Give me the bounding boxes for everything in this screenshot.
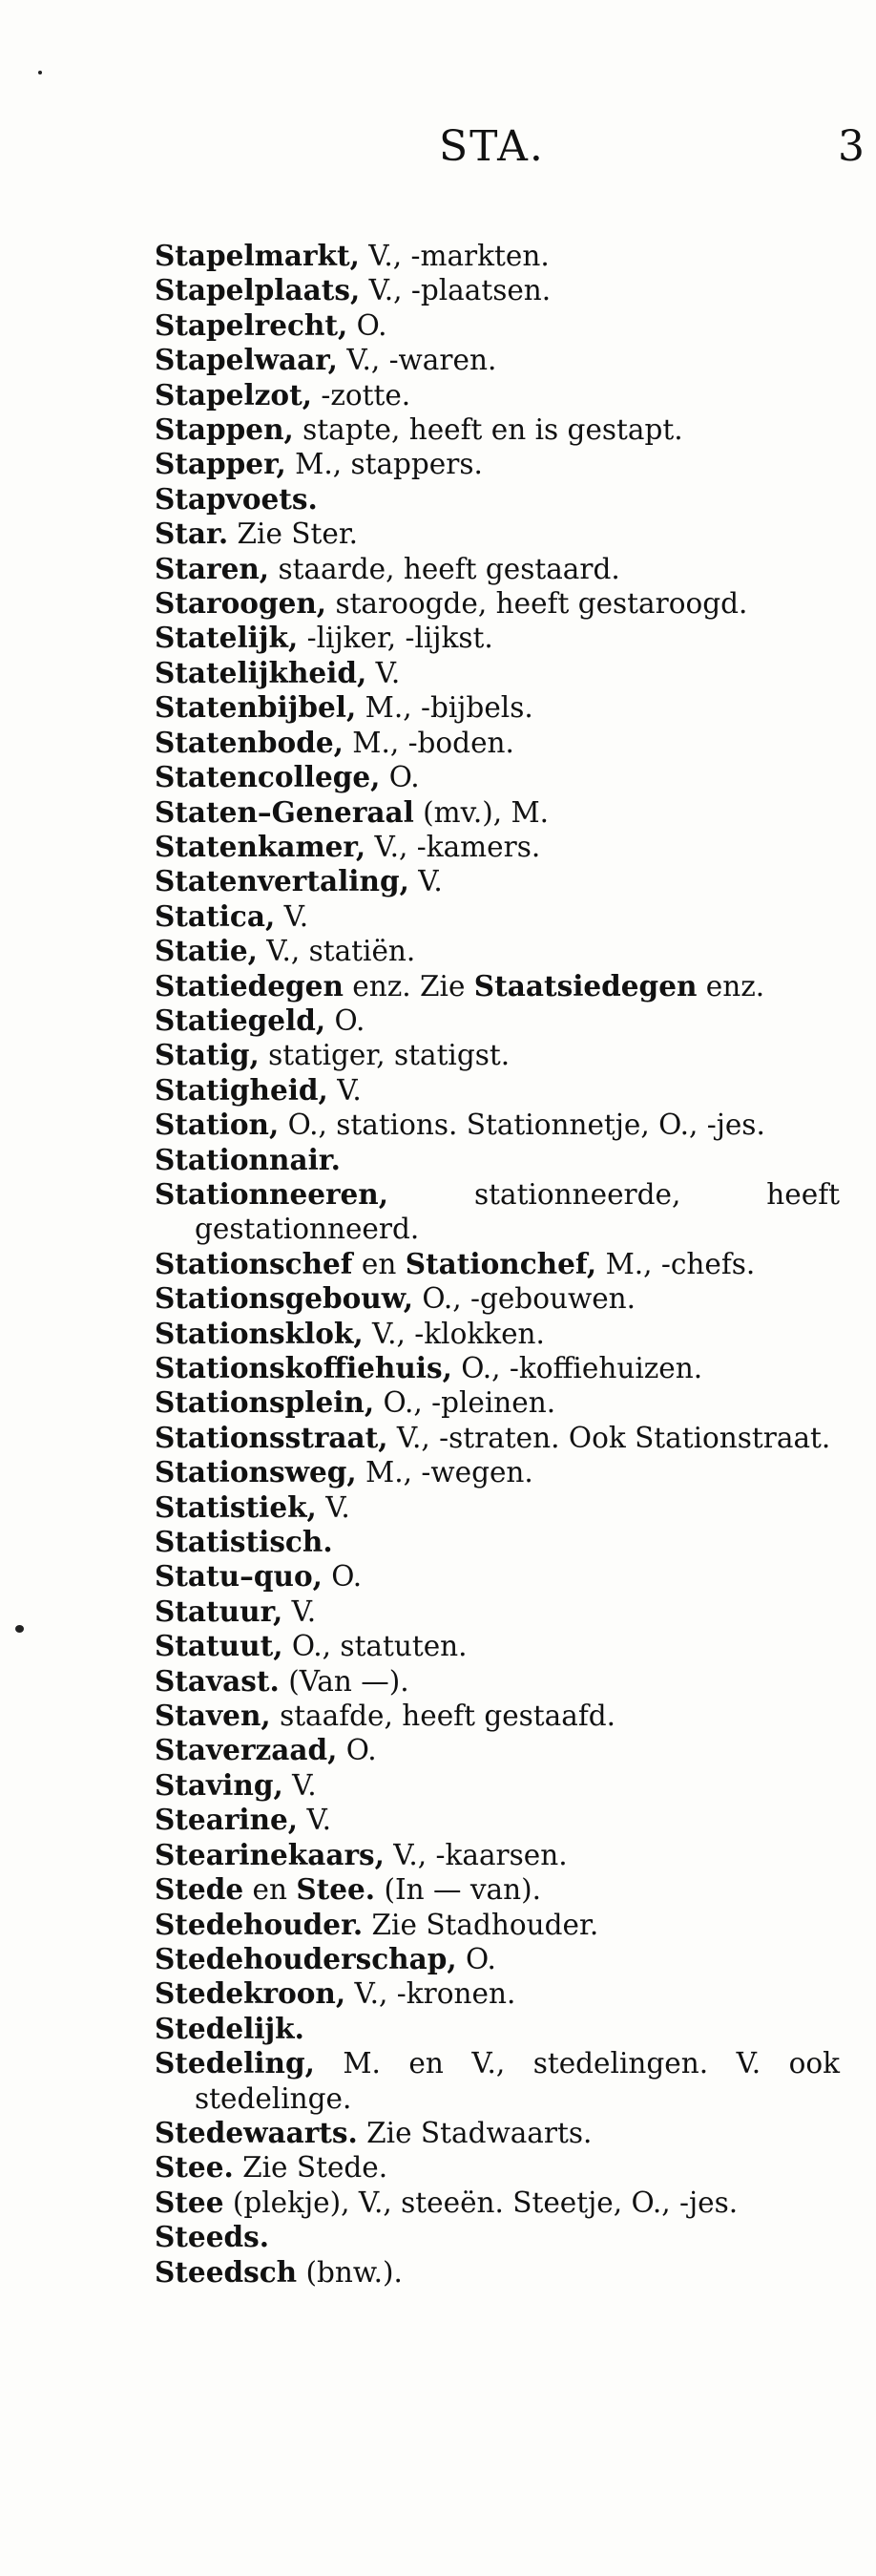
headword: Stationneeren, (155, 1176, 389, 1211)
headword: Stationsweg, (155, 1455, 357, 1489)
dictionary-entry (155, 2012, 840, 2046)
entry-text: Zie Ster. (228, 517, 359, 551)
dictionary-entry (155, 412, 840, 447)
dictionary-entry (155, 378, 840, 412)
headword: Stationschef (155, 1246, 353, 1280)
headword: Stapper, (155, 447, 286, 481)
entry-text: O. (337, 1734, 377, 1767)
headword: Statuut, (155, 1629, 283, 1663)
dictionary-entry (155, 1108, 840, 1142)
dictionary-entry (155, 1664, 840, 1699)
headword: Statigheid, (155, 1072, 328, 1107)
entry-text: V. (282, 1768, 317, 1802)
headword: Staving, (155, 1767, 283, 1802)
dictionary-entry (155, 656, 840, 690)
dictionary-entry (155, 899, 840, 934)
headword: Stapelrecht, (155, 307, 348, 342)
entry-text: V., -plaatsen. (360, 274, 552, 307)
dictionary-entry (155, 1872, 840, 1907)
entry-text: M., -wegen. (356, 1456, 533, 1489)
dictionary-entry (155, 1455, 840, 1489)
entry-text: V., -straten. Ook Stationstraat. (387, 1421, 831, 1454)
entry-text: O., -pleinen. (374, 1386, 556, 1420)
headword: Staroogen, (155, 586, 327, 621)
headword: Staren, (155, 551, 270, 585)
dictionary-entry (155, 1559, 840, 1594)
dictionary-entry (155, 273, 840, 307)
entry-text: Zie Stadhouder. (363, 1908, 599, 1941)
dictionary-entry (155, 1073, 840, 1108)
headword: Stationsgebouw, (155, 1281, 414, 1316)
entry-text: O., -koffiehuizen. (451, 1352, 703, 1384)
entry-text: O., -gebouwen. (413, 1282, 636, 1316)
entry-text: -lijker, -lijkst. (298, 622, 493, 655)
dictionary-entry (155, 517, 840, 551)
entry-text: M., -bijbels. (356, 691, 533, 725)
dictionary-entry (155, 1803, 840, 1837)
headword: Staten–Generaal (155, 794, 414, 829)
headword: Steeds. (155, 2220, 269, 2254)
headword: Statig, (155, 1038, 260, 1072)
dictionary-entry (155, 621, 840, 655)
headword: Stedekroon, (155, 1976, 346, 2011)
headword: Statie, (155, 934, 258, 968)
headword: Statelijkheid, (155, 655, 367, 689)
entry-text: -zotte. (311, 378, 411, 412)
entry-text: Zie Stadwaarts. (357, 2116, 593, 2149)
print-speck (15, 1625, 24, 1633)
dictionary-entry (155, 2116, 840, 2150)
entry-text: staroogde, heeft gestaroogd. (326, 587, 748, 621)
dictionary-entry (155, 969, 840, 1003)
entry-text: O. (456, 1942, 496, 1975)
entry-text: O. (325, 1003, 365, 1037)
headword: Stedeling, (155, 2046, 315, 2080)
print-speck (38, 71, 42, 74)
headword: Stede (155, 1872, 244, 1907)
entry-text: staarde, heeft gestaard. (269, 552, 620, 585)
dictionary-entry (155, 2046, 840, 2116)
headword: Station, (155, 1108, 280, 1142)
running-head: STA. (439, 122, 545, 171)
headword: Stapvoets. (155, 481, 318, 516)
entry-text: V., -markten. (359, 240, 550, 272)
headword: Statica, (155, 898, 276, 933)
entry-text: en (243, 1873, 297, 1907)
headword: Star. (155, 517, 229, 551)
entry-text: (In — van). (375, 1873, 542, 1907)
entry-text: M., stappers. (285, 448, 483, 481)
dictionary-entry (155, 1942, 840, 1976)
entry-text: O. (347, 308, 387, 342)
entry-text: enz. Zie (343, 969, 474, 1003)
headword: Stapelwaar, (155, 343, 338, 377)
entry-text: V. (282, 1594, 317, 1628)
headword: Steedsch (155, 2254, 298, 2289)
dictionary-entry (155, 1385, 840, 1420)
entry-text: V., statiën. (257, 935, 416, 968)
headword: Stearine, (155, 1803, 299, 1837)
entry-text: enz. (697, 969, 765, 1003)
dictionary-entry (155, 864, 840, 898)
headword: Statistisch. (155, 1525, 333, 1559)
headword: Stee. (296, 1872, 376, 1907)
dictionary-entry (155, 343, 840, 377)
dictionary-entry (155, 239, 840, 273)
dictionary-entry (155, 2220, 840, 2254)
headword: Stationskoffiehuis, (155, 1351, 452, 1384)
entry-text: V. (316, 1490, 350, 1524)
dictionary-entry (155, 1281, 840, 1316)
dictionary-entry (155, 1003, 840, 1038)
headword: Stapelmarkt, (155, 239, 360, 272)
entry-text: V., -klokken. (363, 1317, 545, 1350)
entry-text: V. (408, 865, 443, 898)
dictionary-entry (155, 1038, 840, 1072)
entry-text: M., -boden. (343, 726, 514, 759)
dictionary-entry (155, 1177, 840, 1247)
dictionary-entry (155, 2255, 840, 2290)
dictionary-entry (155, 1317, 840, 1351)
dictionary-entry (155, 1247, 840, 1281)
headword: Stapelzot, (155, 377, 312, 412)
headword: Stedehouderschap, (155, 1941, 457, 1975)
dictionary-entry (155, 1699, 840, 1733)
headword: Stationsplein, (155, 1385, 375, 1420)
page-header (0, 122, 876, 179)
entry-text: V. (327, 1073, 362, 1107)
entry-text: (Van —). (279, 1664, 409, 1698)
dictionary-entry (155, 760, 840, 794)
headword: Stapelplaats, (155, 273, 361, 307)
headword: Stationsstraat, (155, 1420, 388, 1454)
dictionary-entry (155, 482, 840, 517)
headword: Stee (155, 2185, 224, 2219)
dictionary-entry (155, 1768, 840, 1803)
entry-text: staafde, heeft gestaafd. (270, 1700, 616, 1733)
headword: Stationsklok, (155, 1316, 364, 1350)
headword: Statu–quo, (155, 1559, 323, 1594)
entry-text: (mv.), M. (413, 795, 550, 829)
headword: Staverzaad, (155, 1733, 338, 1767)
headword: Statistiek, (155, 1489, 317, 1524)
headword: Stavast. (155, 1663, 280, 1698)
dictionary-entry (155, 1976, 840, 2011)
entry-text: M. en V., stedelingen. V. ook stedelinge. (195, 2047, 840, 2115)
dictionary-entry (155, 1908, 840, 1942)
entry-text: Zie Stede. (233, 2151, 388, 2185)
dictionary-entry (155, 1143, 840, 1177)
headword: Stationnair. (155, 1142, 341, 1176)
dictionary-entry (155, 726, 840, 760)
entry-text: M., -chefs. (596, 1247, 756, 1280)
dictionary-entry (155, 934, 840, 968)
entry-text: V. (366, 656, 401, 689)
dictionary-entry (155, 1525, 840, 1559)
entry-text: (bnw.). (297, 2255, 403, 2289)
headword: Statenbijbel, (155, 690, 357, 725)
dictionary-entry (155, 1594, 840, 1629)
entry-text: en (352, 1247, 406, 1280)
dictionary-entry (155, 2185, 840, 2220)
entry-text: V., -kaarsen. (384, 1838, 568, 1871)
headword: Statelijk, (155, 621, 299, 655)
entry-text: V. (298, 1804, 331, 1837)
entry-text: statiger, statigst. (259, 1039, 511, 1072)
entry-text: O. (380, 761, 420, 794)
headword: Statiedegen (155, 968, 344, 1003)
dictionary-entry (155, 308, 840, 343)
entry-text: O., statuten. (282, 1630, 468, 1663)
dictionary-entry (155, 1490, 840, 1525)
dictionary-entry (155, 2150, 840, 2185)
entry-text: V. (275, 899, 309, 933)
entry-text: O., stations. Stationnetje, O., -jes. (279, 1109, 765, 1142)
headword: Staatsiedegen (473, 968, 698, 1003)
dictionary-entry (155, 795, 840, 830)
dictionary-entry (155, 830, 840, 864)
headword: Stee. (155, 2150, 234, 2185)
dictionary-entry (155, 552, 840, 586)
headword: Statuur, (155, 1594, 283, 1628)
headword: Statencollege, (155, 760, 381, 794)
headword: Statenvertaling, (155, 864, 409, 898)
headword: Stedewaarts. (155, 2115, 358, 2149)
headword: Stationchef, (405, 1246, 597, 1280)
entry-text: stapte, heeft en is gestapt. (293, 413, 683, 447)
headword: Stappen, (155, 412, 294, 447)
dictionary-entry (155, 1838, 840, 1872)
headword: Staven, (155, 1699, 271, 1733)
entry-text: O. (322, 1560, 363, 1594)
dictionary-entry (155, 1351, 840, 1385)
dictionary-entries (155, 239, 840, 2290)
entry-text: V., -kamers. (365, 830, 541, 863)
dictionary-entry (155, 1733, 840, 1767)
headword: Statenkamer, (155, 829, 366, 863)
headword: Stedehouder. (155, 1907, 364, 1941)
entry-text: V., -kronen. (345, 1977, 516, 2011)
entry-text: V., -waren. (337, 344, 497, 377)
dictionary-entry (155, 1629, 840, 1663)
entry-text: stationneerde, heeft gestationneerd. (195, 1177, 840, 1246)
dictionary-entry (155, 690, 840, 725)
entry-text: (plekje), V., steeën. Steetje, O., -jes. (223, 2185, 739, 2219)
headword: Stedelijk. (155, 2011, 304, 2045)
headword: Statenbode, (155, 725, 344, 759)
headword: Stearinekaars, (155, 1837, 385, 1871)
dictionary-entry (155, 447, 840, 481)
dictionary-entry (155, 586, 840, 621)
headword: Statiegeld, (155, 1003, 326, 1037)
dictionary-entry (155, 1421, 840, 1455)
page-number: 3 (838, 122, 865, 171)
